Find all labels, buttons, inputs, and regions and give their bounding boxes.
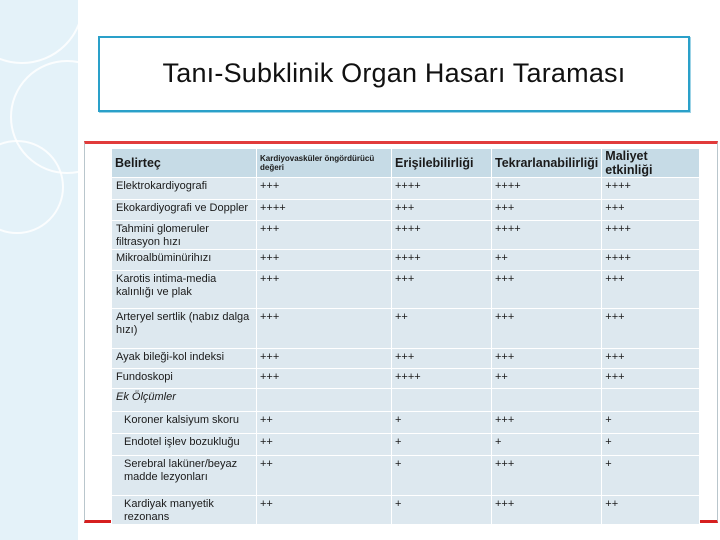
table-cell: +++ — [257, 369, 392, 389]
table-row — [112, 434, 700, 456]
table-cell: ++++ — [602, 178, 700, 200]
table-cell: +++ — [602, 271, 700, 309]
decorative-side-band — [0, 0, 78, 540]
table-cell: ++ — [492, 369, 602, 389]
table-cell: ++++ — [492, 178, 602, 200]
table-row — [112, 496, 700, 525]
table-cell: +++ — [392, 200, 492, 221]
row-label: Endotel işlev bozukluğu — [112, 434, 257, 456]
table-row — [112, 271, 700, 309]
table-cell — [602, 389, 700, 412]
table-cell: ++ — [602, 496, 700, 525]
table-cell: +++ — [257, 349, 392, 369]
row-label: Karotis intima-media kalınlığı ve plak — [112, 271, 257, 309]
table-cell: ++++ — [602, 221, 700, 250]
organ-damage-table — [111, 148, 700, 525]
table-cell: + — [392, 434, 492, 456]
table-row — [112, 456, 700, 496]
table-row — [112, 412, 700, 434]
table-cell: +++ — [257, 309, 392, 349]
table-cell: +++ — [602, 200, 700, 221]
table-cell: +++ — [492, 412, 602, 434]
table-row — [112, 221, 700, 250]
slide-title: Tanı-Subklinik Organ Hasarı Taraması — [162, 58, 626, 88]
table-cell: ++++ — [392, 250, 492, 271]
table-cell: +++ — [602, 349, 700, 369]
table-row — [112, 250, 700, 271]
table-row — [112, 369, 700, 389]
header-cell: Kardiyovasküler öngördürücü değeri — [257, 149, 392, 178]
row-label: Tahmini glomeruler filtrasyon hızı — [112, 221, 257, 250]
table-cell: +++ — [602, 369, 700, 389]
table-cell: ++ — [257, 456, 392, 496]
section-label: Ek Ölçümler — [112, 389, 257, 412]
row-label: Ekokardiyografi ve Doppler — [112, 200, 257, 221]
table-row — [112, 200, 700, 221]
table-row — [112, 178, 700, 200]
table-cell: ++++ — [392, 221, 492, 250]
row-label: Arteryel sertlik (nabız dalga hızı) — [112, 309, 257, 349]
table-cell — [257, 389, 392, 412]
table-cell: + — [602, 434, 700, 456]
table-cell: ++ — [492, 250, 602, 271]
table-cell: +++ — [492, 456, 602, 496]
header-cell: Belirteç — [112, 149, 257, 178]
row-label: Elektrokardiyografi — [112, 178, 257, 200]
table-cell: +++ — [392, 271, 492, 309]
row-label: Koroner kalsiyum skoru — [112, 412, 257, 434]
table-cell: + — [602, 412, 700, 434]
section-row — [112, 389, 700, 412]
table-cell: ++++ — [392, 369, 492, 389]
table-cell: +++ — [492, 496, 602, 525]
table-cell: ++++ — [257, 200, 392, 221]
table-cell: +++ — [257, 178, 392, 200]
table-cell: + — [392, 456, 492, 496]
table-cell: ++++ — [602, 250, 700, 271]
table-cell: ++++ — [492, 221, 602, 250]
table-cell: +++ — [257, 221, 392, 250]
table-cell: + — [392, 412, 492, 434]
table-cell: +++ — [492, 309, 602, 349]
table-cell: +++ — [602, 309, 700, 349]
row-label: Mikroalbüminürihızı — [112, 250, 257, 271]
row-label: Kardiyak manyetik rezonans — [112, 496, 257, 525]
table-row — [112, 349, 700, 369]
row-label: Fundoskopi — [112, 369, 257, 389]
table-cell: ++ — [257, 434, 392, 456]
table-cell: ++ — [257, 496, 392, 525]
table-cell: ++ — [392, 309, 492, 349]
table-row — [112, 309, 700, 349]
table-cell: + — [602, 456, 700, 496]
header-cell: Tekrarlanabilirliği — [492, 149, 602, 178]
table-cell: +++ — [257, 250, 392, 271]
table-cell: +++ — [492, 271, 602, 309]
decorative-circle — [0, 0, 78, 64]
table-cell: ++ — [257, 412, 392, 434]
table-cell — [492, 389, 602, 412]
table-cell: +++ — [392, 349, 492, 369]
header-cell: Maliyet etkinliği — [602, 149, 700, 178]
table-cell: + — [492, 434, 602, 456]
table-header-row — [112, 149, 700, 178]
title-box — [98, 36, 690, 112]
table-cell: +++ — [492, 200, 602, 221]
table-cell: ++++ — [392, 178, 492, 200]
table-cell — [392, 389, 492, 412]
header-cell: Erişilebilirliği — [392, 149, 492, 178]
table-cell: +++ — [492, 349, 602, 369]
row-label: Serebral laküner/beyaz madde lezyonları — [112, 456, 257, 496]
row-label: Ayak bileği-kol indeksi — [112, 349, 257, 369]
table-cell: + — [392, 496, 492, 525]
table-cell: +++ — [257, 271, 392, 309]
